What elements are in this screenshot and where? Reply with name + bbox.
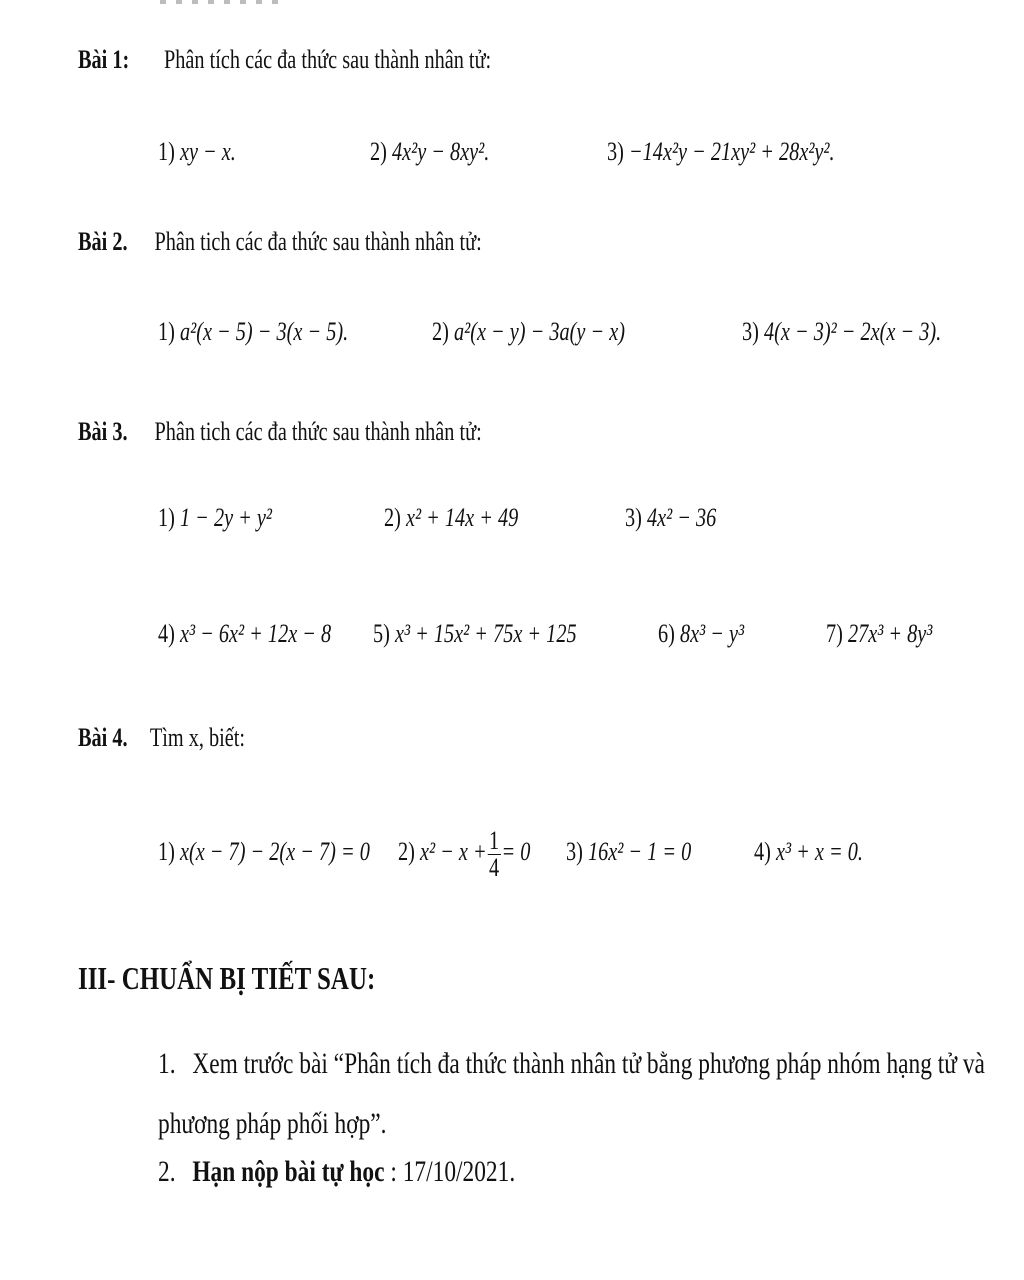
bai3-item-7: 7) 27x³ + 8y³ [826, 619, 933, 648]
bai1-item-2: 2) 4x²y − 8xy². [370, 137, 490, 166]
bai3-item-5: 5) x³ + 15x² + 75x + 125 [373, 619, 577, 648]
bai3-number: Bài 3. [78, 417, 128, 446]
bai4-item-4: 4) x³ + x = 0. [754, 837, 863, 866]
bai4-heading [78, 722, 245, 754]
bai3-heading [78, 416, 482, 448]
bai2-number: Bài 2. [78, 227, 128, 256]
bai3-item-1: 1) 1 − 2y + y² [158, 503, 272, 532]
bai2-item-3: 3) 4(x − 3)² − 2x(x − 3). [742, 317, 942, 346]
bai4-item-2: 2) x² − x + $\frac{1}{4}$ = 0 [398, 825, 531, 882]
bai4-item-1: 1) x(x − 7) − 2(x − 7) = 0 [158, 837, 370, 866]
section-3-item-1-line-2: phương pháp phối hợp”. [158, 1107, 387, 1140]
bai2-item-2: 2) a²(x − y) − 3a(y − x) [432, 317, 625, 346]
top-edge-artifact [160, 0, 280, 4]
fraction-one-quarter: $\frac{1}{4}$ [488, 825, 500, 882]
bai3-item-4: 4) x³ − 6x² + 12x − 8 [158, 619, 332, 648]
deadline-label: Hạn nộp bài tự học [192, 1155, 385, 1188]
bai2-heading [78, 226, 482, 258]
bai1-title: Phân tích các đa thức sau thành nhân tử: [163, 45, 492, 74]
bai1-item-3: 3) −14x²y − 21xy² + 28x²y². [607, 137, 835, 166]
section-3-item-1-line-1: 1. Xem trước bài “Phân tích đa thức thành nhân tử bằng phương pháp nhóm hạng tử và [158, 1047, 985, 1080]
bai3-item-2: 2) x² + 14x + 49 [384, 503, 519, 532]
section-3-item-2: 2. Hạn nộp bài tự học : 17/10/2021. [158, 1155, 516, 1188]
bai3-item-3: 3) 4x² − 36 [625, 503, 717, 532]
bai2-item-1: 1) a²(x − 5) − 3(x − 5). [158, 317, 349, 346]
deadline-value: : 17/10/2021. [390, 1155, 516, 1188]
bai4-number: Bài 4. [78, 723, 128, 752]
bai3-item-6: 6) 8x³ − y³ [658, 619, 745, 648]
bai4-title: Tìm x, biết: [149, 723, 246, 752]
bai3-title: Phân tich các đa thức sau thành nhân tử: [154, 417, 482, 446]
bai2-title: Phân tich các đa thức sau thành nhân tử: [154, 227, 482, 256]
section-3-title: III- CHUẨN BỊ TIẾT SAU: [78, 960, 376, 996]
bai4-item-3: 3) 16x² − 1 = 0 [566, 837, 692, 866]
bai1-heading [78, 44, 491, 76]
bai1-item-1: 1) xy − x. [158, 137, 236, 166]
bai1-number: Bài 1: [78, 45, 130, 74]
